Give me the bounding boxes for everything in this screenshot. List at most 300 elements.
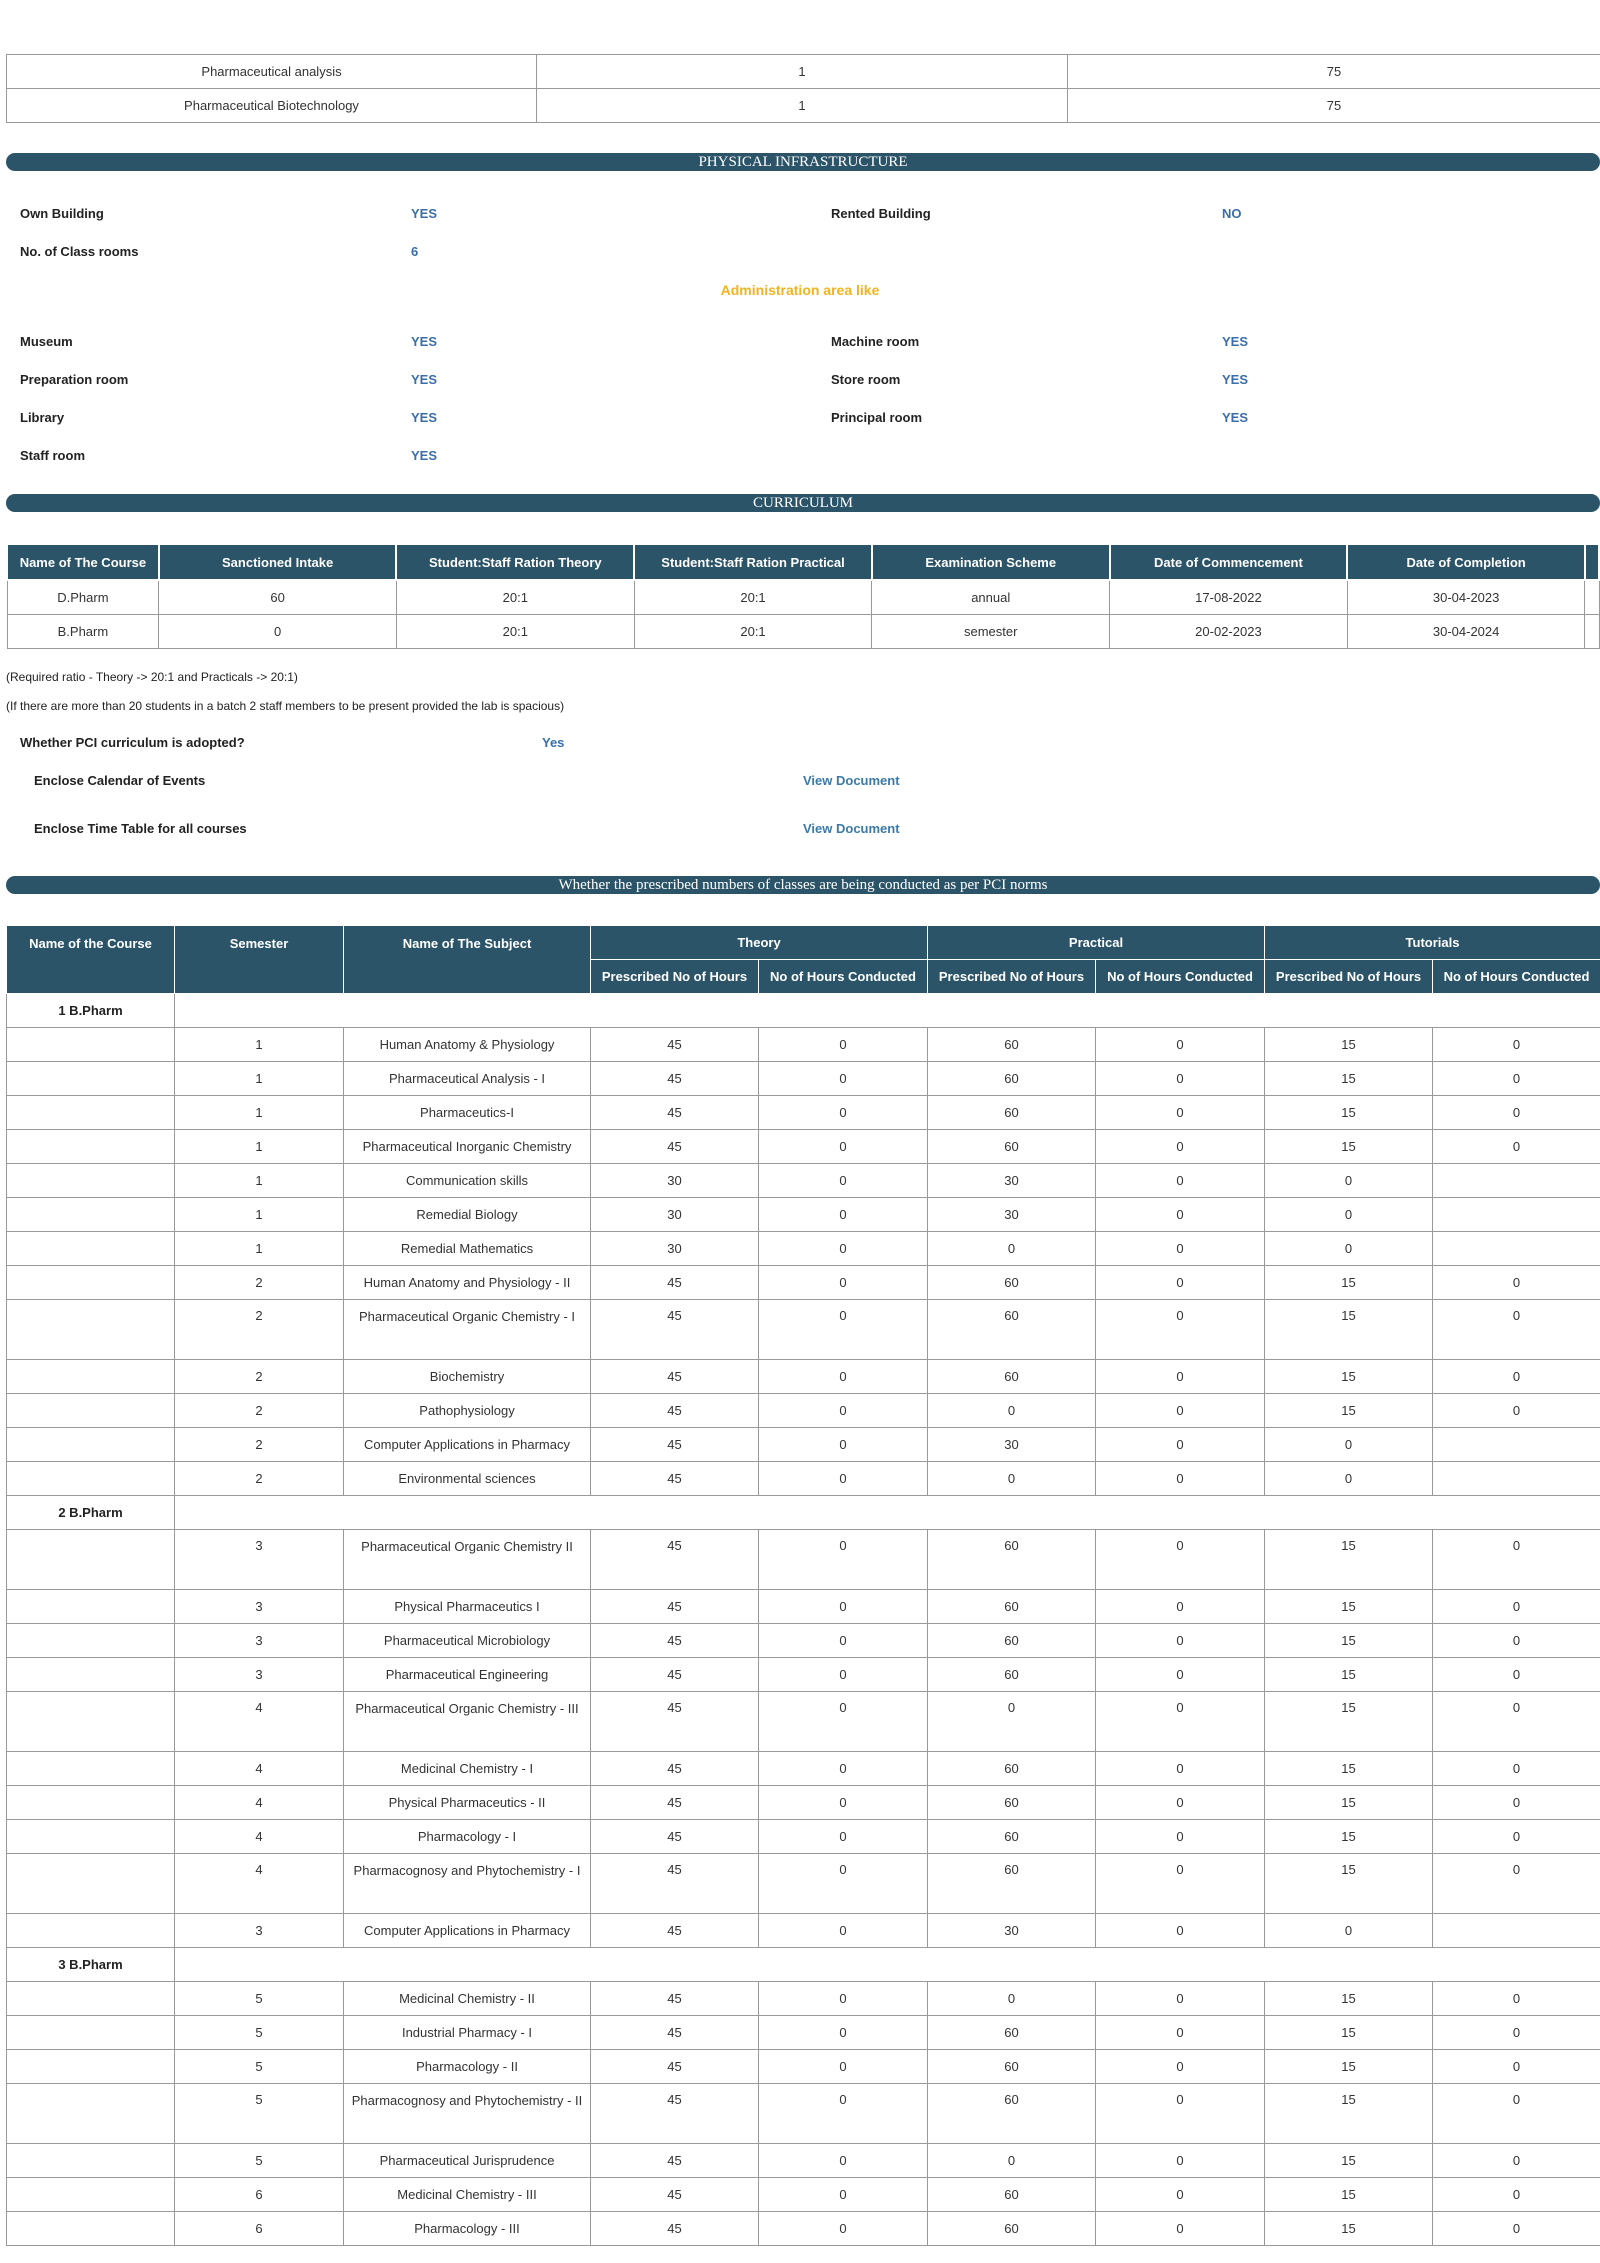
table-row xyxy=(7,1164,1600,1198)
cell-practical-prescribed: 60 xyxy=(928,1854,1096,1914)
cell-semester: 5 xyxy=(175,2084,344,2144)
top-cell-count: 1 xyxy=(537,55,1068,89)
cell-theory-prescribed: 45 xyxy=(591,1982,759,2016)
cell-tutorials-prescribed: 0 xyxy=(1265,1164,1433,1198)
cell-semester: 4 xyxy=(175,1820,344,1854)
cell-subject: Remedial Mathematics xyxy=(344,1232,591,1266)
cell-theory-conducted: 0 xyxy=(759,1428,928,1462)
cell-subject: Pharmaceutical Jurisprudence xyxy=(344,2144,591,2178)
cell-theory-conducted: 0 xyxy=(759,1266,928,1300)
cell-theory-conducted: 0 xyxy=(759,2016,928,2050)
cell-practical-prescribed: 0 xyxy=(928,1982,1096,2016)
cell-theory-prescribed: 45 xyxy=(591,1028,759,1062)
curriculum-header-cell: Date of Commencement xyxy=(1110,544,1348,580)
table-row xyxy=(7,1300,1600,1360)
cell-practical-prescribed: 60 xyxy=(928,2212,1096,2246)
cell-course-empty xyxy=(7,1692,175,1752)
cell-semester: 2 xyxy=(175,1394,344,1428)
cell-tutorials-prescribed: 15 xyxy=(1265,1062,1433,1096)
cell-practical-prescribed: 60 xyxy=(928,1530,1096,1590)
cell-theory-conducted: 0 xyxy=(759,1530,928,1590)
section-bar-infrastructure: PHYSICAL INFRASTRUCTURE xyxy=(6,153,1600,171)
cell-course-empty xyxy=(7,1786,175,1820)
cell-practical-conducted: 0 xyxy=(1096,1360,1265,1394)
cell-theory-conducted: 0 xyxy=(759,1982,928,2016)
cell-subject: Human Anatomy and Physiology - II xyxy=(344,1266,591,1300)
cell-tutorials-conducted: 0 xyxy=(1433,1752,1600,1786)
top-table-row xyxy=(7,89,1600,123)
curriculum-header-cell: Date of Completion xyxy=(1347,544,1585,580)
header-tutorials: Tutorials xyxy=(1265,926,1600,960)
curriculum-cell: annual xyxy=(872,580,1110,615)
cell-theory-prescribed: 45 xyxy=(591,2016,759,2050)
cell-subject: Physical Pharmaceutics - II xyxy=(344,1786,591,1820)
curriculum-cell: 20:1 xyxy=(396,580,634,615)
cell-tutorials-conducted xyxy=(1433,1164,1600,1198)
cell-semester: 3 xyxy=(175,1914,344,1948)
timetable-view-document-link[interactable]: View Document xyxy=(803,821,900,836)
cell-practical-conducted: 0 xyxy=(1096,1530,1265,1590)
cell-theory-prescribed: 45 xyxy=(591,1590,759,1624)
cell-theory-conducted: 0 xyxy=(759,1692,928,1752)
header-theory: Theory xyxy=(591,926,928,960)
cell-theory-prescribed: 45 xyxy=(591,1394,759,1428)
cell-tutorials-conducted: 0 xyxy=(1433,2178,1600,2212)
cell-practical-prescribed: 30 xyxy=(928,1164,1096,1198)
cell-tutorials-conducted: 0 xyxy=(1433,2016,1600,2050)
cell-tutorials-prescribed: 15 xyxy=(1265,1752,1433,1786)
cell-subject: Biochemistry xyxy=(344,1360,591,1394)
cell-tutorials-conducted: 0 xyxy=(1433,1028,1600,1062)
cell-practical-prescribed: 0 xyxy=(928,1692,1096,1752)
cell-tutorials-conducted: 0 xyxy=(1433,1786,1600,1820)
cell-practical-conducted: 0 xyxy=(1096,2084,1265,2144)
cell-tutorials-conducted: 0 xyxy=(1433,1820,1600,1854)
cell-tutorials-prescribed: 15 xyxy=(1265,2050,1433,2084)
cell-practical-prescribed: 60 xyxy=(928,1820,1096,1854)
cell-practical-prescribed: 60 xyxy=(928,2178,1096,2212)
cell-semester: 2 xyxy=(175,1360,344,1394)
pci-curriculum-value: Yes xyxy=(542,735,565,750)
preparation-room-label: Preparation room xyxy=(20,372,129,387)
top-table-row xyxy=(7,55,1600,89)
table-row xyxy=(7,2050,1600,2084)
cell-course-empty xyxy=(7,1462,175,1496)
table-row xyxy=(7,1130,1600,1164)
cell-practical-prescribed: 60 xyxy=(928,1658,1096,1692)
cell-theory-prescribed: 45 xyxy=(591,1820,759,1854)
principal-room-value: YES xyxy=(1222,410,1249,425)
cell-practical-conducted: 0 xyxy=(1096,1130,1265,1164)
cell-practical-prescribed: 0 xyxy=(928,2144,1096,2178)
top-summary-table xyxy=(6,54,1600,123)
curriculum-cell: 0 xyxy=(159,615,397,649)
cell-tutorials-prescribed: 15 xyxy=(1265,1394,1433,1428)
timetable-label: Enclose Time Table for all courses xyxy=(34,821,247,836)
library-label: Library xyxy=(20,410,65,425)
cell-theory-conducted: 0 xyxy=(759,1300,928,1360)
cell-tutorials-conducted xyxy=(1433,1428,1600,1462)
cell-course-empty xyxy=(7,2084,175,2144)
table-row xyxy=(7,1428,1600,1462)
cell-tutorials-conducted: 0 xyxy=(1433,2144,1600,2178)
cell-theory-conducted: 0 xyxy=(759,1624,928,1658)
cell-theory-prescribed: 45 xyxy=(591,1914,759,1948)
cell-course-empty xyxy=(7,1854,175,1914)
cell-theory-prescribed: 45 xyxy=(591,2050,759,2084)
cell-theory-conducted: 0 xyxy=(759,2212,928,2246)
cell-subject: Pharmacology - II xyxy=(344,2050,591,2084)
cell-tutorials-conducted: 0 xyxy=(1433,1530,1600,1590)
table-row xyxy=(7,1360,1600,1394)
table-row xyxy=(7,2144,1600,2178)
table-row xyxy=(7,1854,1600,1914)
cell-practical-prescribed: 60 xyxy=(928,2084,1096,2144)
cell-tutorials-prescribed: 15 xyxy=(1265,2212,1433,2246)
cell-theory-conducted: 0 xyxy=(759,2084,928,2144)
cell-tutorials-prescribed: 15 xyxy=(1265,1658,1433,1692)
cell-tutorials-prescribed: 0 xyxy=(1265,1198,1433,1232)
header-theory-prescribed: Prescribed No of Hours xyxy=(591,960,759,994)
cell-practical-conducted: 0 xyxy=(1096,1786,1265,1820)
table-row xyxy=(7,2212,1600,2246)
cell-subject: Environmental sciences xyxy=(344,1462,591,1496)
header-practical-conducted: No of Hours Conducted xyxy=(1096,960,1265,994)
store-room-value: YES xyxy=(1222,372,1249,387)
cell-tutorials-prescribed: 15 xyxy=(1265,2016,1433,2050)
header-practical-prescribed: Prescribed No of Hours xyxy=(928,960,1096,994)
cell-practical-conducted: 0 xyxy=(1096,1198,1265,1232)
museum-label: Museum xyxy=(20,334,73,349)
section-bar-curriculum: CURRICULUM xyxy=(6,494,1600,512)
group-course-name: 3 B.Pharm xyxy=(7,1948,175,1982)
preparation-room-value: YES xyxy=(411,372,438,387)
cell-course-empty xyxy=(7,1028,175,1062)
cell-subject: Human Anatomy & Physiology xyxy=(344,1028,591,1062)
cell-subject: Computer Applications in Pharmacy xyxy=(344,1428,591,1462)
cell-course-empty xyxy=(7,1428,175,1462)
cell-tutorials-prescribed: 15 xyxy=(1265,1096,1433,1130)
cell-tutorials-conducted xyxy=(1433,1232,1600,1266)
cell-course-empty xyxy=(7,1530,175,1590)
cell-subject: Pharmaceutical Organic Chemistry II xyxy=(344,1530,591,1590)
calendar-label: Enclose Calendar of Events xyxy=(34,773,206,788)
cell-theory-prescribed: 45 xyxy=(591,1692,759,1752)
cell-practical-conducted: 0 xyxy=(1096,1028,1265,1062)
table-row xyxy=(7,1820,1600,1854)
cell-course-empty xyxy=(7,2212,175,2246)
cell-practical-prescribed: 30 xyxy=(928,1914,1096,1948)
cell-tutorials-prescribed: 15 xyxy=(1265,2084,1433,2144)
cell-theory-conducted: 0 xyxy=(759,1820,928,1854)
cell-course-empty xyxy=(7,1624,175,1658)
cell-semester: 3 xyxy=(175,1530,344,1590)
cell-course-empty xyxy=(7,1658,175,1692)
cell-tutorials-prescribed: 15 xyxy=(1265,2144,1433,2178)
table-row xyxy=(7,1914,1600,1948)
cell-semester: 4 xyxy=(175,1692,344,1752)
cell-practical-conducted: 0 xyxy=(1096,1752,1265,1786)
cell-practical-conducted: 0 xyxy=(1096,1164,1265,1198)
cell-subject: Communication skills xyxy=(344,1164,591,1198)
cell-tutorials-prescribed: 15 xyxy=(1265,1590,1433,1624)
cell-subject: Industrial Pharmacy - I xyxy=(344,2016,591,2050)
cell-theory-prescribed: 45 xyxy=(591,1854,759,1914)
cell-semester: 4 xyxy=(175,1786,344,1820)
top-cell-value: 75 xyxy=(1068,89,1600,123)
table-row xyxy=(7,2084,1600,2144)
cell-practical-prescribed: 60 xyxy=(928,2016,1096,2050)
curriculum-header-cell: Student:Staff Ration Practical xyxy=(634,544,872,580)
cell-theory-prescribed: 45 xyxy=(591,1266,759,1300)
cell-practical-prescribed: 60 xyxy=(928,1752,1096,1786)
machine-room-value: YES xyxy=(1222,334,1249,349)
cell-tutorials-conducted: 0 xyxy=(1433,1982,1600,2016)
cell-theory-conducted: 0 xyxy=(759,1062,928,1096)
cell-theory-conducted: 0 xyxy=(759,2178,928,2212)
header-tutorials-prescribed: Prescribed No of Hours xyxy=(1265,960,1433,994)
cell-practical-prescribed: 30 xyxy=(928,1198,1096,1232)
cell-practical-prescribed: 60 xyxy=(928,1624,1096,1658)
table-row xyxy=(7,1786,1600,1820)
cell-practical-conducted: 0 xyxy=(1096,1300,1265,1360)
cell-course-empty xyxy=(7,2144,175,2178)
principal-room-label: Principal room xyxy=(831,410,923,425)
cell-tutorials-conducted: 0 xyxy=(1433,1624,1600,1658)
cell-practical-conducted: 0 xyxy=(1096,2178,1265,2212)
table-row xyxy=(7,1752,1600,1786)
cell-theory-conducted: 0 xyxy=(759,1232,928,1266)
cell-theory-prescribed: 45 xyxy=(591,2144,759,2178)
class-rooms-value: 6 xyxy=(411,244,419,259)
table-row xyxy=(7,1266,1600,1300)
cell-subject: Pharmacognosy and Phytochemistry - I xyxy=(344,1854,591,1914)
cell-tutorials-conducted: 0 xyxy=(1433,1300,1600,1360)
group-row xyxy=(7,1948,1600,1982)
cell-practical-prescribed: 60 xyxy=(928,1130,1096,1164)
table-row xyxy=(7,1232,1600,1266)
cell-practical-prescribed: 60 xyxy=(928,1096,1096,1130)
cell-subject: Medicinal Chemistry - II xyxy=(344,1982,591,2016)
cell-tutorials-conducted: 0 xyxy=(1433,1266,1600,1300)
cell-subject: Medicinal Chemistry - I xyxy=(344,1752,591,1786)
cell-course-empty xyxy=(7,1096,175,1130)
cell-tutorials-conducted: 0 xyxy=(1433,1854,1600,1914)
cell-semester: 2 xyxy=(175,1462,344,1496)
curriculum-cell: semester xyxy=(872,615,1110,649)
rented-building-value: NO xyxy=(1222,206,1242,221)
table-row xyxy=(7,2016,1600,2050)
cell-subject: Remedial Biology xyxy=(344,1198,591,1232)
cell-tutorials-conducted xyxy=(1433,1462,1600,1496)
header-semester: Semester xyxy=(175,926,344,994)
cell-theory-conducted: 0 xyxy=(759,2144,928,2178)
curriculum-cell: 20:1 xyxy=(396,615,634,649)
cell-practical-conducted: 0 xyxy=(1096,1854,1265,1914)
cell-tutorials-conducted xyxy=(1433,1198,1600,1232)
staff-room-label: Staff room xyxy=(20,448,85,463)
cell-theory-prescribed: 45 xyxy=(591,1624,759,1658)
curriculum-row xyxy=(7,580,1599,615)
cell-practical-conducted: 0 xyxy=(1096,2212,1265,2246)
cell-semester: 4 xyxy=(175,1854,344,1914)
cell-course-empty xyxy=(7,1914,175,1948)
cell-tutorials-prescribed: 15 xyxy=(1265,1130,1433,1164)
table-row xyxy=(7,1982,1600,2016)
staff-room-value: YES xyxy=(411,448,438,463)
cell-practical-conducted: 0 xyxy=(1096,1462,1265,1496)
cell-tutorials-prescribed: 0 xyxy=(1265,1914,1433,1948)
curriculum-header-cell: Examination Scheme xyxy=(872,544,1110,580)
cell-semester: 3 xyxy=(175,1624,344,1658)
cell-tutorials-conducted: 0 xyxy=(1433,1692,1600,1752)
cell-tutorials-conducted: 0 xyxy=(1433,1394,1600,1428)
cell-tutorials-prescribed: 15 xyxy=(1265,1530,1433,1590)
top-cell-value: 75 xyxy=(1068,55,1600,89)
cell-subject: Pharmaceutical Engineering xyxy=(344,1658,591,1692)
cell-theory-conducted: 0 xyxy=(759,1360,928,1394)
cell-practical-prescribed: 60 xyxy=(928,2050,1096,2084)
cell-tutorials-conducted: 0 xyxy=(1433,1062,1600,1096)
pci-curriculum-label: Whether PCI curriculum is adopted? xyxy=(20,735,245,750)
library-value: YES xyxy=(411,410,438,425)
cell-theory-conducted: 0 xyxy=(759,1130,928,1164)
cell-theory-prescribed: 30 xyxy=(591,1232,759,1266)
cell-semester: 1 xyxy=(175,1028,344,1062)
cell-tutorials-conducted: 0 xyxy=(1433,2212,1600,2246)
calendar-view-document-link[interactable]: View Document xyxy=(803,773,900,788)
section-bar-classes: Whether the prescribed numbers of classes are being conducted as per PCI norms xyxy=(6,876,1600,894)
cell-tutorials-prescribed: 0 xyxy=(1265,1462,1433,1496)
cell-theory-prescribed: 45 xyxy=(591,2212,759,2246)
group-row xyxy=(7,994,1600,1028)
cell-semester: 3 xyxy=(175,1590,344,1624)
table-row xyxy=(7,1530,1600,1590)
cell-semester: 2 xyxy=(175,1266,344,1300)
curriculum-cell: 60 xyxy=(159,580,397,615)
cell-practical-conducted: 0 xyxy=(1096,1096,1265,1130)
curriculum-cell-extra xyxy=(1585,615,1599,649)
table-row xyxy=(7,1590,1600,1624)
cell-practical-conducted: 0 xyxy=(1096,1428,1265,1462)
cell-semester: 3 xyxy=(175,1658,344,1692)
cell-semester: 1 xyxy=(175,1062,344,1096)
header-tutorials-conducted: No of Hours Conducted xyxy=(1433,960,1600,994)
cell-subject: Pharmaceutics-I xyxy=(344,1096,591,1130)
cell-subject: Physical Pharmaceutics I xyxy=(344,1590,591,1624)
cell-practical-prescribed: 0 xyxy=(928,1394,1096,1428)
cell-tutorials-prescribed: 15 xyxy=(1265,1854,1433,1914)
table-row xyxy=(7,1462,1600,1496)
cell-practical-conducted: 0 xyxy=(1096,1590,1265,1624)
cell-course-empty xyxy=(7,2050,175,2084)
curriculum-table xyxy=(6,543,1600,649)
cell-semester: 2 xyxy=(175,1300,344,1360)
cell-theory-prescribed: 30 xyxy=(591,1198,759,1232)
table-row xyxy=(7,1028,1600,1062)
cell-subject: Pharmaceutical Inorganic Chemistry xyxy=(344,1130,591,1164)
cell-theory-conducted: 0 xyxy=(759,1462,928,1496)
cell-subject: Computer Applications in Pharmacy xyxy=(344,1914,591,1948)
cell-subject: Pharmaceutical Organic Chemistry - I xyxy=(344,1300,591,1360)
cell-practical-conducted: 0 xyxy=(1096,1624,1265,1658)
cell-practical-prescribed: 60 xyxy=(928,1062,1096,1096)
cell-course-empty xyxy=(7,1198,175,1232)
curriculum-header-cell: Student:Staff Ration Theory xyxy=(396,544,634,580)
cell-tutorials-conducted xyxy=(1433,1914,1600,1948)
rented-building-label: Rented Building xyxy=(831,206,931,221)
cell-semester: 4 xyxy=(175,1752,344,1786)
cell-subject: Pharmacognosy and Phytochemistry - II xyxy=(344,2084,591,2144)
cell-theory-conducted: 0 xyxy=(759,1028,928,1062)
cell-practical-prescribed: 0 xyxy=(928,1232,1096,1266)
cell-practical-prescribed: 60 xyxy=(928,1360,1096,1394)
cell-course-empty xyxy=(7,1752,175,1786)
table-row xyxy=(7,1692,1600,1752)
cell-tutorials-prescribed: 15 xyxy=(1265,1028,1433,1062)
header-subject: Name of The Subject xyxy=(344,926,591,994)
curriculum-cell: 17-08-2022 xyxy=(1110,580,1348,615)
cell-tutorials-conducted: 0 xyxy=(1433,1130,1600,1164)
own-building-value: YES xyxy=(411,206,438,221)
cell-theory-prescribed: 45 xyxy=(591,1300,759,1360)
cell-tutorials-prescribed: 15 xyxy=(1265,1692,1433,1752)
cell-theory-prescribed: 45 xyxy=(591,1530,759,1590)
cell-tutorials-prescribed: 15 xyxy=(1265,1266,1433,1300)
cell-course-empty xyxy=(7,1164,175,1198)
curriculum-row xyxy=(7,615,1599,649)
cell-practical-prescribed: 60 xyxy=(928,1300,1096,1360)
cell-theory-prescribed: 45 xyxy=(591,1786,759,1820)
own-building-label: Own Building xyxy=(20,206,104,221)
cell-course-empty xyxy=(7,2016,175,2050)
cell-tutorials-prescribed: 15 xyxy=(1265,1786,1433,1820)
cell-semester: 1 xyxy=(175,1198,344,1232)
cell-subject: Medicinal Chemistry - III xyxy=(344,2178,591,2212)
top-cell-count: 1 xyxy=(537,89,1068,123)
cell-practical-prescribed: 60 xyxy=(928,1786,1096,1820)
admin-area-heading: Administration area like xyxy=(720,282,880,298)
cell-tutorials-prescribed: 0 xyxy=(1265,1232,1433,1266)
cell-tutorials-conducted: 0 xyxy=(1433,1096,1600,1130)
cell-subject: Pharmacology - III xyxy=(344,2212,591,2246)
cell-subject: Pharmaceutical Microbiology xyxy=(344,1624,591,1658)
cell-course-empty xyxy=(7,1300,175,1360)
cell-tutorials-conducted: 0 xyxy=(1433,1360,1600,1394)
cell-practical-prescribed: 60 xyxy=(928,1266,1096,1300)
cell-subject: Pharmacology - I xyxy=(344,1820,591,1854)
cell-course-empty xyxy=(7,1394,175,1428)
group-filler xyxy=(175,1496,1600,1530)
cell-practical-conducted: 0 xyxy=(1096,1982,1265,2016)
header-course: Name of the Course xyxy=(7,926,175,994)
cell-theory-prescribed: 45 xyxy=(591,1462,759,1496)
curriculum-cell-extra xyxy=(1585,580,1599,615)
cell-practical-prescribed: 30 xyxy=(928,1428,1096,1462)
cell-practical-conducted: 0 xyxy=(1096,2016,1265,2050)
table-row xyxy=(7,1624,1600,1658)
group-course-name: 1 B.Pharm xyxy=(7,994,175,1028)
store-room-label: Store room xyxy=(831,372,901,387)
cell-practical-conducted: 0 xyxy=(1096,1692,1265,1752)
curriculum-header-cell: Sanctioned Intake xyxy=(159,544,397,580)
class-rooms-label: No. of Class rooms xyxy=(20,244,139,259)
top-cell-name: Pharmaceutical analysis xyxy=(7,55,537,89)
cell-semester: 1 xyxy=(175,1130,344,1164)
cell-practical-prescribed: 60 xyxy=(928,1028,1096,1062)
cell-semester: 1 xyxy=(175,1232,344,1266)
cell-semester: 5 xyxy=(175,2050,344,2084)
